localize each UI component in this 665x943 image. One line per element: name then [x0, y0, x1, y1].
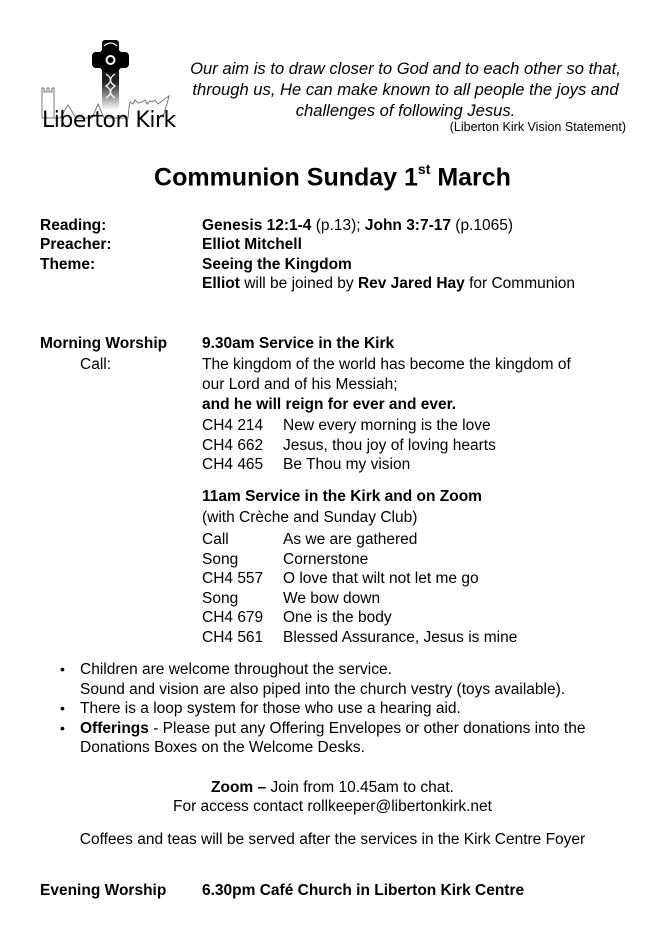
order-title: Blessed Assurance, Jesus is mine [283, 628, 518, 646]
morning-worship-label: Morning Worship [40, 335, 168, 352]
order-code: Call [202, 531, 229, 548]
hymn-code: CH4 465 [202, 456, 264, 473]
call-line-1: The kingdom of the world has become the kingdom of [202, 356, 571, 373]
order-code: CH4 557 [202, 570, 264, 588]
order-title: Cornerstone [283, 550, 369, 568]
service-11-subheading: (with Crèche and Sunday Club) [202, 509, 418, 526]
notice-offerings-line-2: Donations Boxes on the Welcome Desks. [80, 739, 365, 756]
communion-note [202, 274, 575, 294]
order-title: We bow down [283, 589, 381, 607]
vision-statement: Our aim is to draw closer to God and to each other so that, through us, He can make known to all people the joys and challenges of following Jesus. [190, 59, 621, 120]
notice-children-line-1: Children are welcome throughout the service. [80, 661, 392, 678]
call-label: Call: [80, 356, 112, 373]
coffee-notice: Coffees and teas will be served after the services in the Kirk Centre Foyer [79, 831, 586, 848]
zoom-text: Join from 10.45am to chat. [266, 779, 454, 796]
vision-source: (Liberton Kirk Vision Statement) [449, 120, 626, 134]
reading-ref-genesis: Genesis 12:1-4 [202, 217, 312, 234]
evening-worship-text: 6.30pm Café Church in Liberton Kirk Centre [202, 882, 525, 899]
notice-children-line-2: Sound and vision are also piped into the church vestry (toys available). [80, 680, 566, 698]
order-item [202, 569, 517, 589]
zoom-contact [0, 797, 665, 817]
theme-value: Seeing the Kingdom [202, 256, 352, 273]
order-code: CH4 679 [202, 609, 264, 627]
order-item [202, 628, 517, 648]
notice-offerings-line-1 [80, 719, 665, 739]
notice-offerings [60, 719, 665, 758]
reading-ref-john: John 3:7-17 [364, 217, 451, 234]
order-title: One is the body [283, 609, 392, 627]
hymn-list-930 [202, 416, 496, 475]
page-title [0, 163, 665, 192]
hymn-item [202, 416, 496, 436]
preacher-value: Elliot Mitchell [202, 236, 302, 253]
order-item [202, 589, 517, 609]
evening-worship-label: Evening Worship [40, 882, 167, 899]
hymn-item [202, 436, 496, 456]
hymn-title: Be Thou my vision [283, 456, 411, 473]
preacher-label: Preacher: [40, 236, 112, 253]
hymn-item [202, 455, 496, 475]
notice-children [60, 660, 665, 699]
order-title: O love that wilt not let me go [283, 570, 479, 588]
zoom-label: Zoom – [211, 779, 267, 796]
hymn-code: CH4 214 [202, 417, 264, 434]
notices-list [40, 660, 665, 758]
note-name-jared: Rev Jared Hay [357, 275, 465, 292]
bullet-icon: • [60, 661, 65, 677]
offerings-label: Offerings [80, 719, 149, 737]
notice-loop [60, 699, 665, 719]
order-list-11 [202, 530, 517, 648]
order-title: As we are gathered [283, 531, 418, 548]
zoom-info [0, 778, 665, 798]
zoom-contact-email[interactable]: rollkeeper@libertonkirk.net [307, 798, 492, 815]
title-ordinal: st [417, 161, 431, 177]
order-item [202, 608, 517, 628]
bullet-icon: • [60, 719, 65, 736]
service-11-heading: 11am Service in the Kirk and on Zoom [202, 488, 482, 505]
reading-value [202, 216, 513, 236]
call-line-2: our Lord and of his Messiah; [202, 376, 398, 393]
theme-label: Theme: [40, 256, 96, 273]
hymn-code: CH4 662 [202, 436, 264, 454]
title-suffix: March [430, 163, 511, 192]
reading-page-john: (p.1065) [451, 217, 514, 234]
reading-page-genesis: (p.13); [311, 217, 365, 234]
offerings-text: - Please put any Offering Envelopes or other donations into the [148, 719, 586, 737]
zoom-contact-prefix: For access contact [173, 798, 308, 815]
hymn-title: New every morning is the love [283, 417, 491, 434]
note-name-elliot: Elliot [202, 275, 240, 292]
hymn-title: Jesus, thou joy of loving hearts [283, 436, 496, 454]
order-code: Song [202, 550, 239, 568]
reading-label: Reading: [40, 217, 107, 234]
title-prefix: Communion Sunday 1 [154, 163, 418, 192]
note-mid: will be joined by [239, 275, 358, 292]
order-code: Song [202, 589, 239, 607]
logo-text: Liberton Kirk [42, 108, 176, 133]
order-code: CH4 561 [202, 628, 264, 646]
celtic-cross-icon [92, 40, 129, 110]
order-item [202, 550, 517, 570]
call-response: and he will reign for ever and ever. [202, 396, 457, 413]
order-item [202, 530, 517, 550]
service-930-heading: 9.30am Service in the Kirk [202, 335, 395, 352]
notice-loop-text: There is a loop system for those who use a hearing aid. [80, 700, 461, 717]
bullet-icon: • [60, 700, 65, 716]
note-end: for Communion [464, 275, 576, 292]
